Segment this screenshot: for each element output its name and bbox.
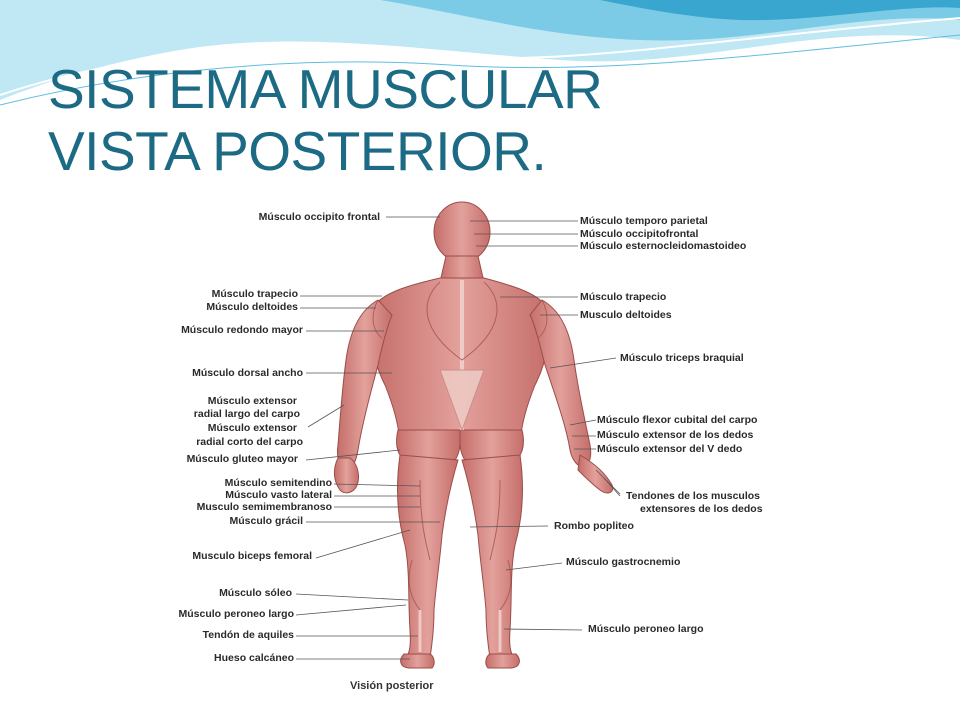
label-extensor-1: Músculo extensor bbox=[207, 395, 297, 407]
label-peroneo-largo-right: Músculo peroneo largo bbox=[588, 623, 704, 635]
label-radial-largo: radial largo del carpo bbox=[193, 408, 300, 420]
label-extensor-v-dedo: Músculo extensor del V dedo bbox=[597, 443, 743, 455]
label-vasto-lateral: Músculo vasto lateral bbox=[225, 489, 332, 501]
label-rombo-popliteo: Rombo popliteo bbox=[554, 520, 634, 532]
label-dorsal-ancho: Músculo dorsal ancho bbox=[192, 367, 303, 379]
label-semitendino: Músculo semitendino bbox=[224, 477, 332, 489]
label-hueso-calcaneo: Hueso calcáneo bbox=[214, 652, 294, 664]
label-flexor-cubital: Músculo flexor cubital del carpo bbox=[597, 414, 758, 426]
label-deltoides-left: Músculo deltoides bbox=[206, 301, 298, 313]
label-semimembranoso: Musculo semimembranoso bbox=[196, 501, 332, 513]
label-trapecio-right: Músculo trapecio bbox=[580, 291, 667, 303]
label-occipito-frontal: Músculo occipito frontal bbox=[258, 211, 380, 223]
label-gracil: Músculo grácil bbox=[229, 515, 303, 527]
label-radial-corto: radial corto del carpo bbox=[196, 436, 303, 448]
label-temporo-parietal: Músculo temporo parietal bbox=[580, 215, 708, 227]
label-triceps-braquial: Músculo triceps braquial bbox=[620, 352, 744, 364]
label-tendones-2: extensores de los dedos bbox=[640, 503, 763, 515]
label-tendones-1: Tendones de los musculos bbox=[626, 490, 760, 502]
label-extensor-dedos: Músculo extensor de los dedos bbox=[597, 429, 754, 441]
label-biceps-femoral: Musculo biceps femoral bbox=[192, 550, 312, 562]
slide-title-line-2: VISTA POSTERIOR. bbox=[48, 120, 547, 182]
label-deltoides-right: Musculo deltoides bbox=[580, 309, 672, 321]
label-extensor-2: Músculo extensor bbox=[207, 422, 297, 434]
label-gluteo-mayor: Músculo gluteo mayor bbox=[186, 453, 298, 465]
figure-caption: Visión posterior bbox=[350, 680, 434, 692]
label-occipitofrontal: Músculo occipitofrontal bbox=[580, 228, 699, 240]
label-redondo-mayor: Músculo redondo mayor bbox=[181, 324, 303, 336]
label-trapecio-left: Músculo trapecio bbox=[211, 288, 298, 300]
label-tendon-aquiles: Tendón de aquiles bbox=[202, 629, 294, 641]
label-peroneo-largo-left: Músculo peroneo largo bbox=[178, 608, 294, 620]
label-gastrocnemio: Músculo gastrocnemio bbox=[566, 556, 681, 568]
slide-title-line-1: SISTEMA MUSCULAR bbox=[48, 58, 603, 120]
label-soleo: Músculo sóleo bbox=[219, 587, 292, 599]
label-esternocleidomastoideo: Músculo esternocleidomastoideo bbox=[580, 240, 747, 252]
